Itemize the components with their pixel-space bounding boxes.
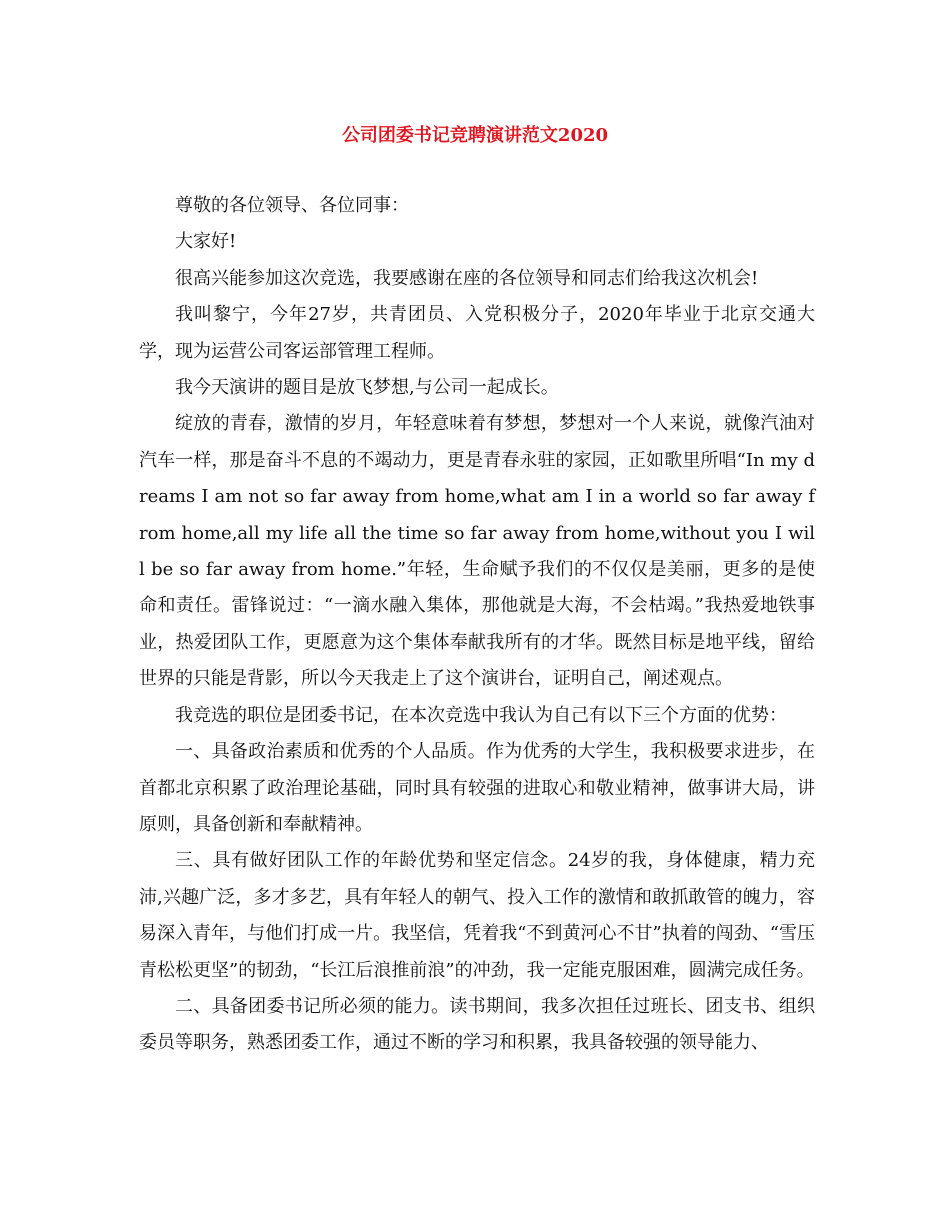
speech-topic-paragraph: 我今天演讲的题目是放飞梦想,与公司一起成长。 xyxy=(175,377,559,399)
position-paragraph: 我竞选的职位是团委书记，在本次竞选中我认为自己有以下三个方面的优势： xyxy=(175,704,787,726)
thanks-paragraph: 很高兴能参加这次竞选，我要感谢在座的各位领导和同志们给我这次机会! xyxy=(175,267,759,289)
self-introduction-paragraph: 我叫黎宁，今年27岁，共青团员、入党积极分子，2020年毕业于北京交通大学，现为运营公司客运部管理工程师。 xyxy=(139,304,815,362)
salutation-paragraph: 尊敬的各位领导、各位同事： xyxy=(175,195,409,216)
advantage-political-paragraph: 一、具备政治素质和优秀的个人品质。作为优秀的大学生，我积极要求进步，在首都北京积累了政治理论基础，同时具有较强的进取心和敬业精神，做事讲大局，讲原则，具备创新和奉献精神。 xyxy=(139,741,815,835)
advantage-ability-paragraph: 二、具备团委书记所必须的能力。读书期间，我多次担任过班长、团支书、组织委员等职务，熟悉团委工作，通过不断的学习和积累，我具备较强的领导能力、 xyxy=(139,995,815,1054)
advantage-age-paragraph: 三、具有做好团队工作的年龄优势和坚定信念。24岁的我，身体健康，精力充沛,兴趣广泛，多才多艺，具有年轻人的朝气、投入工作的激情和敢抓敢管的魄力，容易深入青年，与他们打成一片。我坚信，凭着我“不到黄河心不甘”执着的闯劲、“雪压青松松更坚”的韧劲，“长江后浪推前浪”的冲劲，我一定能克服困难，圆满完成任务。 xyxy=(139,850,815,981)
document-body xyxy=(139,188,815,1062)
dream-paragraph: 绽放的青春，激情的岁月，年轻意味着有梦想，梦想对一个人来说，就像汽油对汽车一样，那是奋斗不息的不竭动力，更是青春永驻的家园，正如歌里所唱“In my dreams I am not so far away from home,what am I in a world so far away from home,all my life all the time so far away from home,without you I will be so far away from home.”年轻，生命赋予我们的不仅仅是美丽，更多的是使命和责任。雷锋说过：“一滴水融入集体，那他就是大海，不会枯竭。”我热爱地铁事业，热爱团队工作，更愿意为这个集体奉献我所有的才华。既然目标是地平线，留给世界的只能是背影，所以今天我走上了这个演讲台，证明自己，阐述观点。 xyxy=(139,413,815,690)
greeting-paragraph: 大家好! xyxy=(175,231,237,253)
document-title: 公司团委书记竞聘演讲范文2020 xyxy=(341,125,609,146)
